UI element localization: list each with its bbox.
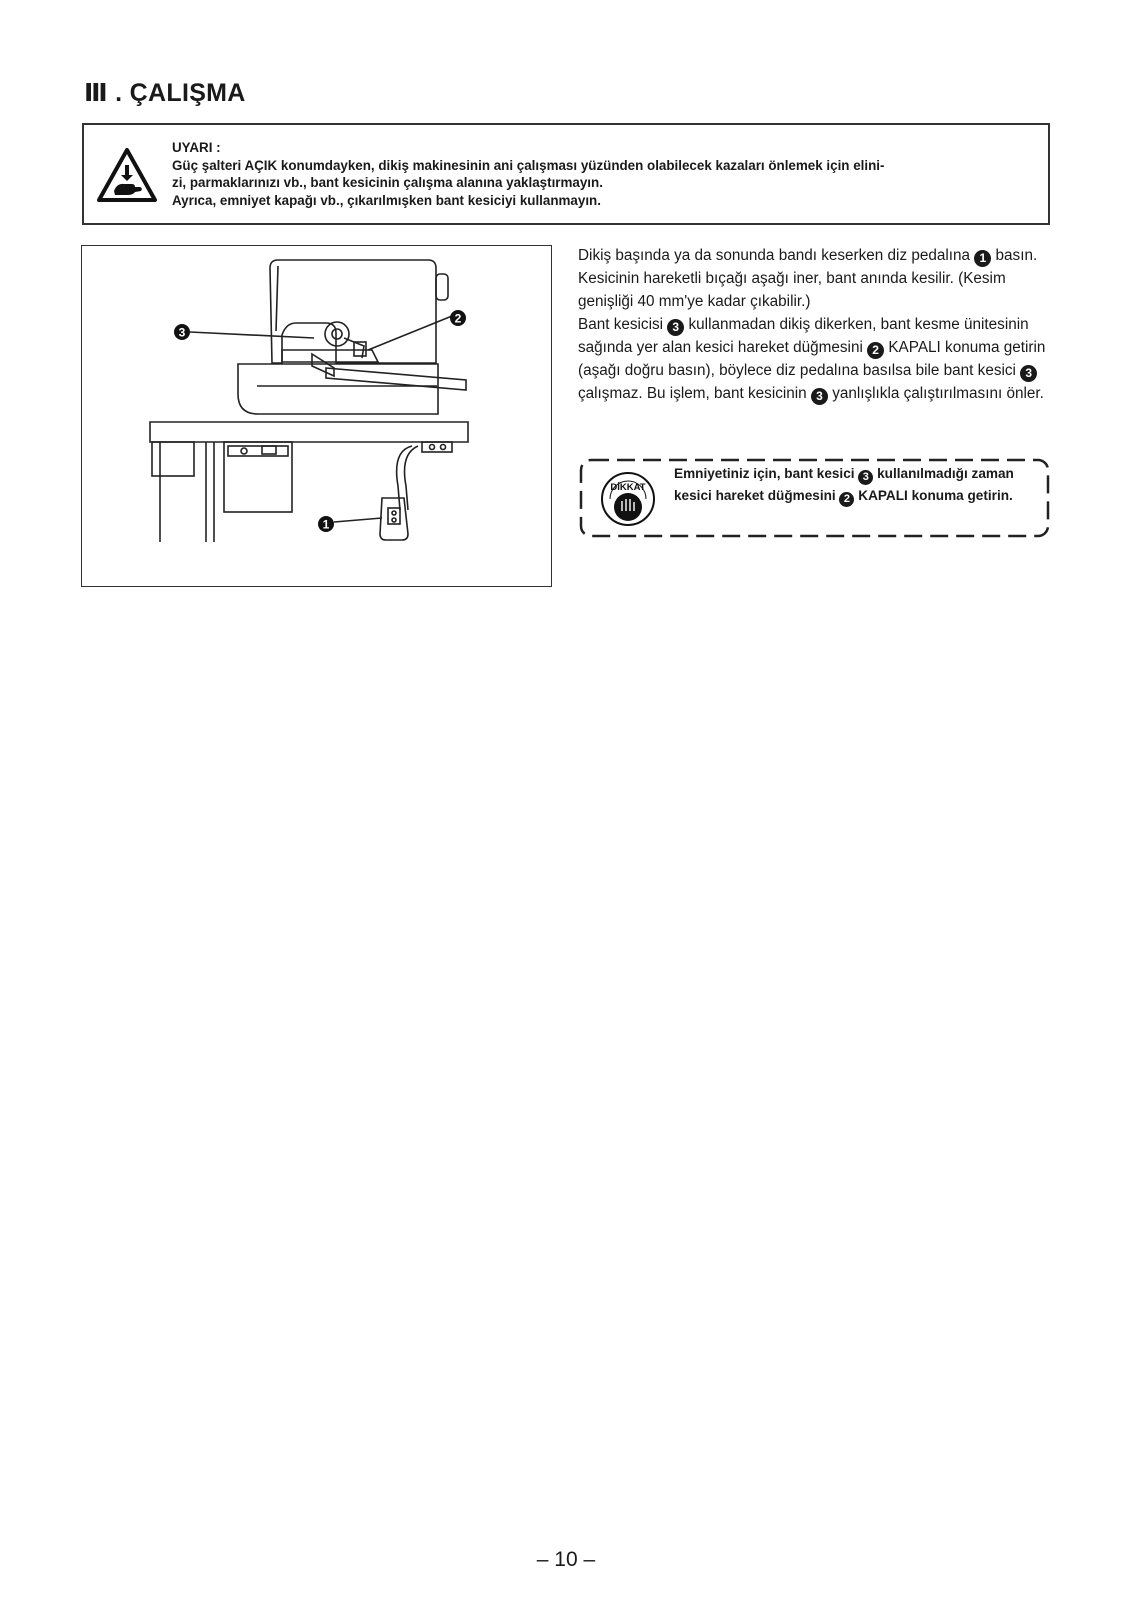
- warning-text: [172, 139, 1034, 209]
- section-title: Ⅲ . ÇALIŞMA: [84, 79, 246, 107]
- caution-text: Emniyetiniz için, bant kesici 3 kullanılmadığı zaman kesici hareket düğmesini 2 KAPALI konuma getirin.: [674, 466, 1014, 505]
- number-badge-2: 2: [867, 342, 884, 359]
- number-badge-3: 3: [1020, 365, 1037, 382]
- sewing-machine-figure: [81, 245, 552, 587]
- caution-hand-icon: [600, 471, 656, 527]
- svg-text:1: 1: [322, 517, 330, 532]
- number-badge-3: 3: [667, 319, 684, 336]
- number-badge-3: 3: [858, 470, 873, 485]
- warning-line-2: zi, parmaklarınızı vb., bant kesicinin çalışma alanına yaklaştırmayın.: [172, 175, 603, 190]
- number-badge-2: 2: [839, 492, 854, 507]
- svg-text:3: 3: [178, 325, 186, 340]
- caution-box: [578, 457, 1052, 541]
- instruction-text: [578, 244, 1052, 405]
- number-badge-3: 3: [811, 388, 828, 405]
- warning-heading: UYARI :: [172, 140, 221, 155]
- page-number: – 10 –: [536, 1548, 596, 1571]
- callout-3: [174, 324, 190, 340]
- number-badge-1: 1: [974, 250, 991, 267]
- sewing-machine-illustration: [82, 246, 551, 586]
- warning-box: [82, 123, 1050, 225]
- instruction-paragraph-2: Bant kesicisi 3 kullanmadan dikiş dikerken, bant kesme ünitesinin sağında yer alan kesici hareket düğmesini 2 KAPALI konuma getirin (aşağı doğru basın), böylece diz pedalına basılsa bile bant kesici 3 çalışmaz. Bu işlem, bant kesicinin 3 yanlışlıkla çalıştırılmasını önler.: [578, 316, 1046, 403]
- callout-2: [450, 310, 466, 326]
- svg-text:2: 2: [454, 311, 462, 326]
- warning-line-3: Ayrıca, emniyet kapağı vb., çıkarılmışken bant kesiciyi kullanmayın.: [172, 192, 601, 208]
- callout-1: [318, 516, 334, 532]
- instruction-paragraph-1: Dikiş başında ya da sonunda bandı keserken diz pedalına 1 basın. Kesicinin hareketli bıçağı aşağı iner, bant anında kesilir. (Kesim genişliği 40 mm'ye kadar çıkabilir.): [578, 247, 1038, 310]
- warning-line-1: Güç şalteri AÇIK konumdayken, dikiş makinesinin ani çalışması yüzünden olabilecek kazaları önlemek için elini-: [172, 157, 885, 173]
- caution-icon-label: DİKKAT: [610, 482, 646, 493]
- hand-crush-warning-icon: [96, 147, 158, 203]
